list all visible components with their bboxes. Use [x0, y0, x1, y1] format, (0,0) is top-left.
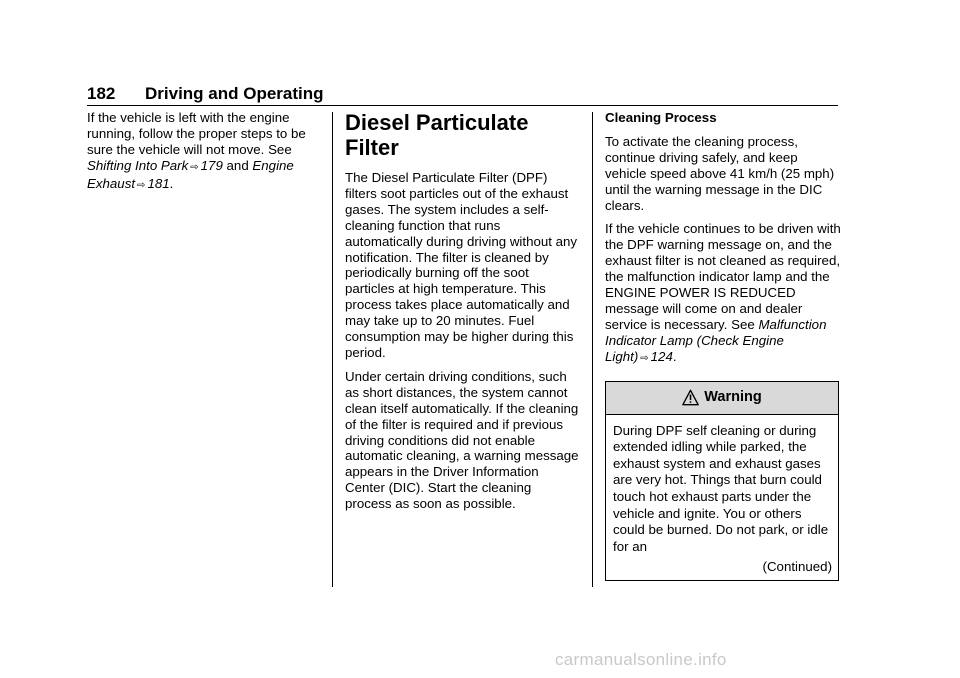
column-divider — [332, 112, 333, 587]
xref-page-181[interactable]: 181 — [147, 175, 170, 191]
warning-title: Warning — [704, 388, 762, 405]
page-ref-arrow-icon: ⇨ — [137, 179, 146, 191]
warning-box — [605, 381, 839, 581]
column-right — [605, 110, 841, 581]
xref-engine-exhaust[interactable]: Engine Exhaust — [87, 157, 294, 191]
page-header — [87, 84, 838, 106]
xref-malfunction-indicator-lamp[interactable]: Malfunction Indicator Lamp (Check Engine Light) — [605, 316, 827, 364]
paragraph-text: and — [222, 157, 253, 173]
section-heading: Diesel Particulate Filter — [345, 110, 529, 160]
continued-label: (Continued) — [762, 559, 832, 575]
watermark: carmanualsonline.info — [555, 650, 727, 669]
page-number: 182 — [87, 84, 116, 103]
paragraph-text: . — [672, 348, 677, 364]
xref-page-124[interactable]: 124 — [650, 348, 673, 364]
paragraph-text: . — [169, 175, 174, 191]
warning-triangle-icon — [682, 389, 699, 406]
warning-header — [606, 382, 838, 415]
paragraph-text: If the vehicle continues to be driven with the DPF warning message on, and the exhaust filter is not cleaned as required, the malfunction indicator lamp and the ENGINE POWER IS REDUCED message will come on and dealer service is necessary. See — [605, 221, 841, 332]
column-middle — [345, 110, 581, 520]
cleaning-activate-paragraph: To activate the cleaning process, continue driving safely, and keep vehicle speed above 41 km/h (25 mph) until the warning message in the DIC clears. — [605, 133, 835, 213]
subheading: Cleaning Process — [605, 110, 717, 125]
section-title: Driving and Operating — [145, 84, 324, 103]
column-divider — [592, 112, 593, 587]
column-left — [87, 110, 319, 202]
page-ref-arrow-icon: ⇨ — [640, 352, 649, 364]
paragraph-text: If the vehicle is left with the engine running, follow the proper steps to be sure the vehicle will not move. See — [87, 110, 306, 157]
parked-engine-paragraph — [87, 110, 319, 194]
xref-page-179[interactable]: 179 — [200, 157, 223, 173]
warning-body — [606, 415, 838, 580]
cleaning-failure-paragraph — [605, 221, 841, 366]
xref-shifting-into-park[interactable]: Shifting Into Park — [87, 157, 189, 173]
page-ref-arrow-icon: ⇨ — [190, 161, 199, 173]
warning-text: During DPF self cleaning or during extended idling while parked, the exhaust system and exhaust gases are very hot. Things that burn could touch hot exhaust parts under the vehicle and ignite. You or others could be burned. Do not park, or idle for an — [613, 422, 829, 554]
dpf-conditions-paragraph: Under certain driving conditions, such as short distances, the system cannot clean itself automatically. If the cleaning of the filter is required and if previous driving conditions did not enable automatic cleaning, a warning message appears in the Driver Information Center (DIC). Start the cleaning process as soon as possible. — [345, 368, 579, 512]
dpf-intro-paragraph: The Diesel Particulate Filter (DPF) filters soot particles out of the exhaust gases. The system includes a self-cleaning function that runs automatically during driving without any notification. The filter is cleaned by periodically burning off the soot particles at high temperature. This process takes place automatically and may take up to 20 minutes. Fuel consumption may be higher during this period. — [345, 170, 578, 360]
